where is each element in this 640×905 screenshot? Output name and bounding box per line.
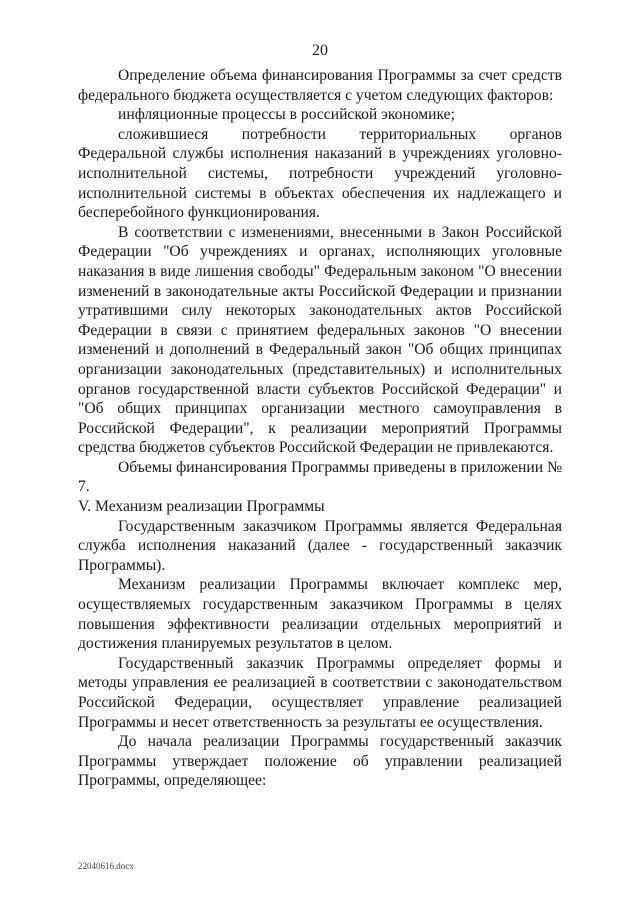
paragraph: Механизм реализации Программы включает комплекс мер, осуществляемых государственным заказчиком Программы в целях повышения эффективности реализации отдельных мероприятий и достижения планируемых результатов в целом. bbox=[78, 576, 562, 653]
paragraph: сложившиеся потребности территориальных органов Федеральной службы исполнения наказаний в учреждениях уголовно-исполнительной системы, потребности учреждений уголовно-исполнительной системы в объектах обеспечения их надлежащего и бесперебойного функционирования. bbox=[78, 125, 562, 222]
paragraph: Объемы финансирования Программы приведены в приложении № 7. bbox=[78, 458, 562, 496]
paragraph: До начала реализации Программы государственный заказчик Программы утверждает положение об управлении реализацией Программы, определяющее: bbox=[78, 733, 562, 790]
page-number: 20 bbox=[312, 42, 328, 59]
footer-filename: 22040616.docx bbox=[78, 861, 134, 871]
paragraph: Государственным заказчиком Программы является Федеральная служба исполнения наказаний (далее - государственный заказчик Программы). bbox=[78, 517, 562, 574]
document-body bbox=[78, 66, 562, 791]
paragraph: В соответствии с изменениями, внесенными в Закон Российской Федерации "Об учреждениях и органах, исполняющих уголовные наказания в виде лишения свободы" Федеральным законом "О внесении изменений в законодательные акты Российской Федерации и признании утратившими силу некоторых законодательных актов Российской Федерации в связи с принятием федеральных законов "О внесении изменений и дополнений в Федеральный закон "Об общих принципах организации законодательных (представительных) и исполнительных органов государственной власти субъектов Российской Федерации" и "Об общих принципах организации местного самоуправления в Российской Федерации", к реализации мероприятий Программы средства бюджетов субъектов Российской Федерации не привлекаются. bbox=[78, 223, 562, 457]
paragraph: Государственный заказчик Программы определяет формы и методы управления ее реализацией в соответствии с законодательством Российской Федерации, осуществляет управление реализацией Программы и несет ответственность за результаты ее осуществления. bbox=[78, 654, 562, 731]
paragraph: Определение объема финансирования Программы за счет средств федерального бюджета осуществляется с учетом следующих факторов: bbox=[78, 67, 562, 104]
paragraph: инфляционные процессы в российской экономике; bbox=[118, 106, 455, 124]
section-heading: V. Механизм реализации Программы bbox=[78, 498, 325, 516]
